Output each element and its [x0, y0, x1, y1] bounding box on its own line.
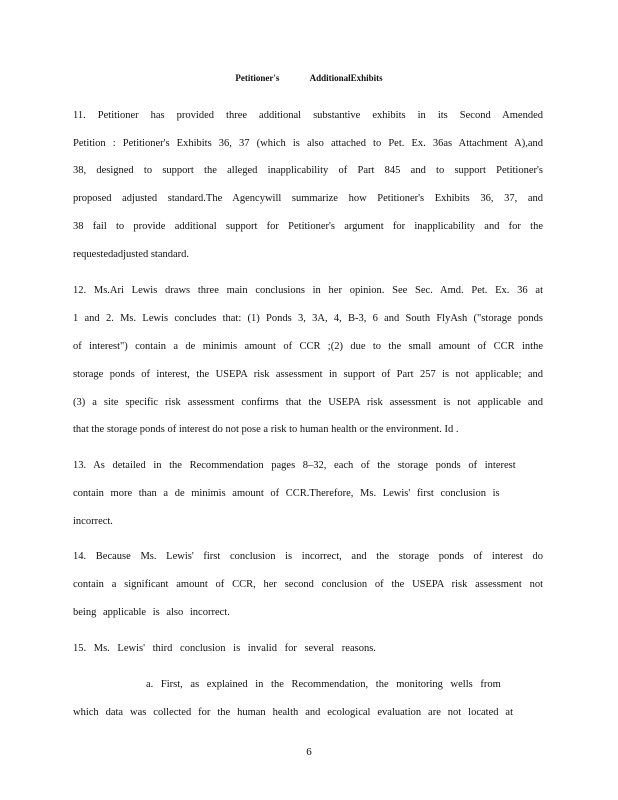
p11-line-4: proposed adjusted standard.The Agencywill summarize how Petitioner's Exhibits 36, 37, and [73, 193, 543, 204]
p12-line-1: 12. Ms.Ari Lewis draws three main conclusions in her opinion. See Sec. Amd. Pet. Ex. 36 at [73, 285, 543, 296]
p13-line-3: incorrect. [73, 516, 113, 527]
p11-line-3: 38, designed to support the alleged inapplicability of Part 845 and to support Petitioner's [73, 165, 543, 176]
page-heading [0, 73, 618, 83]
heading-right: AdditionalExhibits [309, 73, 383, 83]
p14-line-1: 14. Because Ms. Lewis' first conclusion is incorrect, and the storage ponds of interest do [73, 551, 543, 562]
pa-line-1: a. First, as explained in the Recommendation, the monitoring wells from [146, 679, 501, 690]
p12-line-3: of interest") contain a de minimis amount of CCR ;(2) due to the small amount of CCR inthe [73, 341, 543, 352]
p13-line-1: 13. As detailed in the Recommendation pages 8–32, each of the storage ponds of interest [73, 460, 516, 471]
p13-line-2: contain more than a de minimis amount of CCR.Therefore, Ms. Lewis' first conclusion is [73, 488, 500, 499]
p11-line-1: 11. Petitioner has provided three additional substantive exhibits in its Second Amended [73, 110, 543, 121]
p12-line-2: 1 and 2. Ms. Lewis concludes that: (1) Ponds 3, 3A, 4, B-3, 6 and South FlyAsh ("storage ponds [73, 313, 543, 324]
p15-line-1: 15. Ms. Lewis' third conclusion is invalid for several reasons. [73, 643, 376, 654]
p14-line-3: being applicable is also incorrect. [73, 607, 230, 618]
pa-line-2: which data was collected for the human health and ecological evaluation are not located at [73, 707, 513, 718]
p11-line-2: Petition : Petitioner's Exhibits 36, 37 (which is also attached to Pet. Ex. 36as Attachment A),and [73, 138, 543, 149]
p14-line-2: contain a significant amount of CCR, her second conclusion of the USEPA risk assessment not [73, 579, 543, 590]
p12-line-5: (3) a site specific risk assessment confirms that the USEPA risk assessment is not applicable and [73, 397, 543, 408]
p12-line-4: storage ponds of interest, the USEPA risk assessment in support of Part 257 is not applicable; and [73, 369, 543, 380]
heading-left: Petitioner's [235, 73, 280, 83]
p12-line-6: that the storage ponds of interest do not pose a risk to human health or the environment. Id . [73, 424, 459, 435]
p11-line-5: 38 fail to provide additional support for Petitioner's argument for inapplicability and for the [73, 221, 543, 232]
page-number: 6 [306, 746, 312, 758]
p11-line-6: requestedadjusted standard. [73, 249, 190, 260]
